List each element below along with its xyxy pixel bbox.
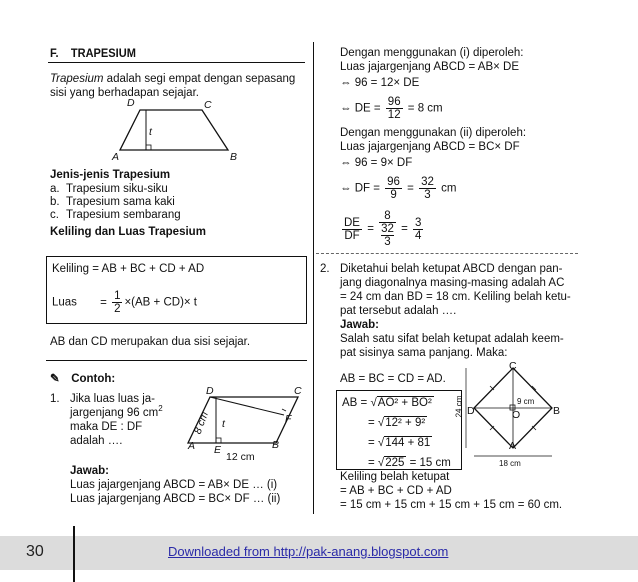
solution-line: ⇔ 96 = 9× DF: [340, 157, 413, 169]
frac-den: 4: [415, 229, 422, 242]
jawab-line: Luas jajargenjang ABCD = BC× DF … (ii): [70, 493, 281, 505]
solution-line: pat sisinya sama panjang. Maka:: [340, 347, 508, 359]
nested-frac-den: 3: [384, 236, 391, 248]
column-divider: [313, 42, 314, 514]
vertical-diagonal-label: 24 cm: [454, 395, 464, 418]
download-link[interactable]: Downloaded from http://pak-anang.blogspot.com: [168, 544, 449, 559]
frac-num: 8: [379, 210, 396, 223]
vertex-d-label: D: [206, 385, 214, 397]
vertex-a-label: A: [188, 440, 196, 452]
solution-line: Salah satu sifat belah ketupat adalah keem-: [340, 333, 564, 345]
example-2-text: Diketahui belah ketupat ABCD dengan pan-: [340, 263, 563, 275]
solution-line: Luas jajargenjang ABCD = AB× DE: [340, 61, 520, 73]
types-title: Jenis-jenis Trapesium: [50, 169, 171, 181]
pencil-icon: ✎: [50, 373, 60, 385]
side-length-label: 8 cm: [191, 410, 211, 436]
example-separator: [316, 253, 578, 254]
solution-text: ⇔ DF =: [340, 182, 380, 195]
radicand: AO² + BO²: [377, 397, 432, 409]
frac-den: 9: [390, 189, 397, 201]
equals: =: [367, 223, 374, 236]
luas-eq: =: [100, 296, 107, 309]
keliling-line: = AB + BC + CD + AD: [340, 485, 452, 497]
page-number: 30: [26, 543, 44, 560]
frac-num: 32: [421, 176, 434, 188]
frac-den: 3: [424, 189, 431, 201]
example-2-text: pat tersebut adalah ….: [340, 305, 457, 317]
equal-sides-eq: AB = BC = CD = AD.: [340, 373, 446, 385]
solution-text: = 15 cm: [409, 457, 451, 469]
solution-line: Luas jajargenjang ABCD = BC× DF: [340, 141, 520, 153]
vertex-b-label: B: [230, 151, 238, 163]
section-letter: F.: [50, 46, 59, 60]
solution-text: = 8 cm: [407, 102, 443, 115]
definition-text-2: sisi yang berhadapan sejajar.: [50, 87, 199, 99]
vertex-a-label: A: [112, 151, 120, 163]
type-item: Trapesium sembarang: [66, 209, 181, 221]
keliling-line: Keliling belah ketupat: [340, 471, 450, 483]
type-letter: c.: [50, 209, 59, 221]
vertex-c-label: C: [509, 360, 517, 372]
example-2-text: jang diagonalnya masing-masing adalah AC: [340, 277, 565, 289]
radicand: 225: [385, 457, 405, 469]
frac-num: 96: [387, 176, 400, 188]
radicand: 12² + 9²: [385, 417, 426, 429]
heading-rule: [48, 62, 305, 63]
solution-text: ⇔ DE =: [340, 102, 381, 115]
frac-num: 96: [387, 96, 401, 108]
example-1-text: maka DE : DF: [70, 421, 143, 433]
definition-text: adalah segi empat dengan sepasang: [106, 73, 296, 85]
jawab-label: Jawab:: [70, 465, 109, 477]
radicand: 144 + 81: [385, 437, 431, 449]
frac-den: DF: [344, 229, 360, 242]
frac-num: 3: [415, 216, 422, 229]
type-item: Trapesium sama kaki: [66, 196, 175, 208]
jawab-line: Luas jajargenjang ABCD = AB× DE … (i): [70, 479, 278, 491]
frac-den: 12: [387, 109, 401, 121]
section-title: TRAPESIUM: [70, 46, 136, 60]
base-length-label: 12 cm: [226, 451, 255, 463]
luas-formula: ×(AB + CD)× t: [124, 296, 198, 309]
type-item: Trapesium siku-siku: [66, 183, 168, 195]
vertex-c-label: C: [294, 385, 302, 397]
solution-text: AB =: [342, 397, 368, 409]
type-letter: a.: [50, 183, 60, 195]
example-1-text: adalah ….: [70, 435, 123, 447]
example-2-number: 2.: [320, 263, 330, 275]
equals: =: [401, 223, 408, 236]
nested-frac-num: 32: [381, 223, 394, 235]
vertex-c-label: C: [204, 99, 212, 111]
type-letter: b.: [50, 196, 60, 208]
keliling-line: = 15 cm + 15 cm + 15 cm + 15 cm = 60 cm.: [340, 499, 563, 511]
vertex-d-label: D: [467, 405, 475, 417]
example-1-number: 1.: [50, 393, 60, 405]
vertex-f-label: F: [285, 413, 292, 425]
contoh-title: Contoh:: [71, 373, 116, 385]
half-diagonal-label: 9 cm: [517, 397, 535, 406]
vertex-b-label: B: [272, 439, 280, 451]
horizontal-diagonal-label: 18 cm: [499, 459, 521, 468]
luas-label: Luas: [52, 296, 77, 309]
height-label: t: [222, 418, 225, 430]
jawab-label: Jawab:: [340, 319, 379, 331]
example-1-text: Jika luas luas ja-: [70, 393, 156, 405]
vertex-a-label: A: [509, 440, 517, 452]
frac-den: 2: [114, 303, 121, 315]
center-o-label: O: [512, 409, 521, 421]
frac-num: 1: [114, 290, 121, 302]
vertex-b-label: B: [553, 405, 561, 417]
solution-line: ⇔ 96 = 12× DE: [340, 77, 420, 89]
definition-term: Trapesium: [50, 73, 104, 85]
frac-num: DE: [344, 216, 360, 229]
equals: =: [368, 437, 375, 449]
solution-line: Dengan menggunakan (i) diperoleh:: [340, 47, 524, 59]
parallel-note: AB dan CD merupakan dua sisi sejajar.: [50, 336, 251, 348]
example-rule: [46, 360, 307, 361]
solution-line: Dengan menggunakan (ii) diperoleh:: [340, 127, 527, 139]
solution-text: cm: [441, 182, 457, 195]
example-1-text: jargenjang 96 cm: [70, 407, 159, 419]
keliling-luas-title: Keliling dan Luas Trapesium: [50, 226, 206, 238]
equals: =: [368, 457, 375, 469]
superscript: 2: [158, 404, 163, 414]
equals: =: [368, 417, 375, 429]
height-label: t: [149, 126, 152, 138]
equals: =: [407, 182, 414, 195]
vertex-e-label: E: [214, 444, 222, 456]
keliling-formula: Keliling = AB + BC + CD + AD: [52, 263, 205, 275]
footer-divider: [73, 526, 75, 582]
vertex-d-label: D: [127, 97, 135, 109]
example-2-text: = 24 cm dan BD = 18 cm. Keliling belah ketu-: [340, 291, 571, 303]
